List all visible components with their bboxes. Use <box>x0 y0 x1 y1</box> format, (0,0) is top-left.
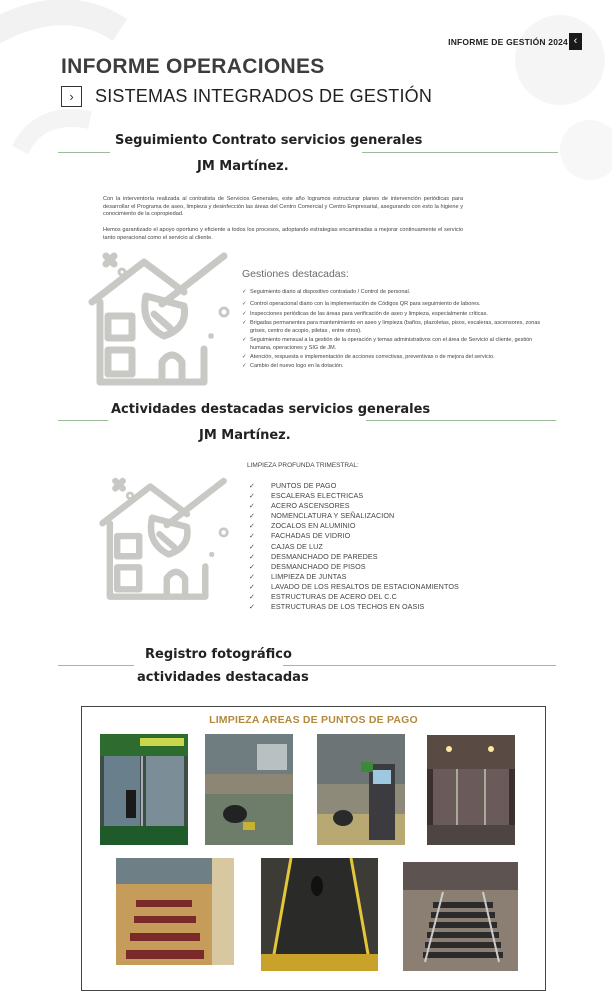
photo-escalator-cleaning <box>261 858 378 971</box>
section3-title: Registro fotográfico <box>145 647 292 662</box>
list-item: ✓ CAJAS DE LUZ <box>249 541 323 551</box>
house-cleaning-icon <box>94 470 234 604</box>
list-item: ✓ ZOCALOS EN ALUMINIO <box>249 521 356 531</box>
section-divider <box>366 420 556 421</box>
check-icon: ✓ <box>249 501 256 511</box>
list-item: ✓ PUNTOS DE PAGO <box>249 481 337 490</box>
section3-subtitle: actividades destacadas <box>137 670 309 685</box>
check-icon: ✓ <box>249 592 256 602</box>
check-icon: ✓ <box>249 541 256 551</box>
subtitle-row <box>61 85 432 107</box>
page-subtitle: SISTEMAS INTEGRADOS DE GESTIÓN <box>95 85 433 106</box>
section-divider <box>58 420 108 421</box>
check-icon: ✓ <box>249 551 256 561</box>
check-icon: ✓ <box>249 571 256 581</box>
section-divider <box>58 152 110 153</box>
report-label: INFORME DE GESTIÓN 2024 <box>448 37 568 47</box>
list-item: ✓ ESTRUCTURAS DE ACERO DEL C.C <box>249 592 397 602</box>
section1-title: Seguimiento Contrato servicios generales <box>115 133 423 148</box>
check-icon: ✓ <box>249 511 256 521</box>
photo-parking-floor <box>116 858 234 965</box>
photo-payment-kiosk <box>317 734 405 845</box>
section2-title: Actividades destacadas servicios generales <box>111 402 431 417</box>
check-icon: ✓ <box>249 521 256 531</box>
list-item: ✓ DESMANCHADO DE PISOS <box>249 561 366 571</box>
photo-panel <box>81 706 546 991</box>
check-icon: ✓ <box>249 602 256 612</box>
list-item: ✓ Control operacional diario con la implementación de Códigos QR para seguimiento de labores. <box>242 301 481 308</box>
list-item: ✓ Seguimiento mensual a la gestión de la operación y temas administrativos con el área de Servicio al cliente, gestión humana, operaciones y SIG de JM. <box>242 337 533 351</box>
list-item: ✓ ESTRUCTURAS DE LOS TECHOS EN OASIS <box>249 602 425 612</box>
list-item: ✓ Seguimiento diario al dispositivo contratado / Control de personal. <box>242 289 411 295</box>
list-item: ✓ Inspecciones periódicas de las áreas para verificación de aseo y limpieza, especialmente críticas. <box>242 310 488 317</box>
list-item: ✓ ACERO ASCENSORES <box>249 501 350 511</box>
list-item: ✓ LIMPIEZA DE JUNTAS <box>249 571 347 581</box>
photo-floor-cleaning <box>205 734 293 845</box>
list-item: ✓ Brigadas permanentes para mantenimiento en aseo y limpieza (baños, plazoletas, pisos, escaleras, ascensores, zonas grises, centro de acopio, piletas , entre otros). <box>242 320 541 334</box>
list-item: ✓ NOMENCLATURA Y SEÑALIZACION <box>249 511 395 521</box>
back-chevron-icon[interactable]: ‹ <box>569 33 582 50</box>
check-icon: ✓ <box>249 531 256 541</box>
check-icon: ✓ <box>249 581 256 591</box>
section2-subtitle: JM Martínez. <box>199 428 291 443</box>
check-icon: ✓ <box>242 289 247 295</box>
intro-paragraph: Hemos garantizado el apoyo oportuno y eficiente a todos los procesos, adoptando estrategias encaminadas a mejorar continuamente el servicio tanto operacional como el servicio al cliente. <box>103 227 463 241</box>
check-icon: ✓ <box>242 310 247 317</box>
intro-paragraph: Con la interventoría realizada al contratista de Servicios Generales, este año logramos estructurar planes de intervención periódicas para desarrollar el Programa de aseo, limpieza y desinfección las áreas del Centro Comercial y Centro Empresarial, asegurando con esto la higiene y conocimiento de la copropiedad. <box>103 196 463 218</box>
photo-panel-title: LIMPIEZA AREAS DE PUNTOS DE PAGO <box>209 714 418 726</box>
section-divider <box>283 665 556 666</box>
section1-subtitle: JM Martínez. <box>197 159 289 174</box>
check-icon: ✓ <box>242 301 247 308</box>
check-icon: ✓ <box>242 363 247 370</box>
photo-checkout-entrance <box>100 734 188 845</box>
check-icon: ✓ <box>242 320 247 327</box>
section-divider <box>58 665 134 666</box>
check-icon: ✓ <box>242 353 247 360</box>
photo-stairs <box>403 862 518 971</box>
gestiones-title: Gestiones destacadas: <box>242 268 349 280</box>
list-item: ✓ Atención, respuesta e implementación de acciones correctivas, preventivas o de mejora del servicio. <box>242 353 495 360</box>
check-icon: ✓ <box>249 481 256 490</box>
section-divider <box>362 152 558 153</box>
gestiones-list <box>242 289 542 373</box>
check-icon: ✓ <box>249 491 256 501</box>
activities-list-title: LIMPIEZA PROFUNDA TRIMESTRAL: <box>247 462 359 469</box>
house-cleaning-icon <box>84 244 234 390</box>
activities-list <box>249 481 459 612</box>
list-item: ✓ Cambio del nuevo logo en la dotación. <box>242 363 344 370</box>
list-item: ✓ FACHADAS DE VIDRIO <box>249 531 351 541</box>
list-item: ✓ ESCALERAS ELECTRICAS <box>249 491 364 501</box>
page-title: INFORME OPERACIONES <box>61 55 325 78</box>
chevron-right-icon: › <box>61 86 82 107</box>
check-icon: ✓ <box>249 561 256 571</box>
photo-glass-facade <box>427 735 515 845</box>
check-icon: ✓ <box>242 337 247 344</box>
list-item: ✓ LAVADO DE LOS RESALTOS DE ESTACIONAMIENTOS <box>249 581 459 591</box>
list-item: ✓ DESMANCHADO DE PAREDES <box>249 551 378 561</box>
